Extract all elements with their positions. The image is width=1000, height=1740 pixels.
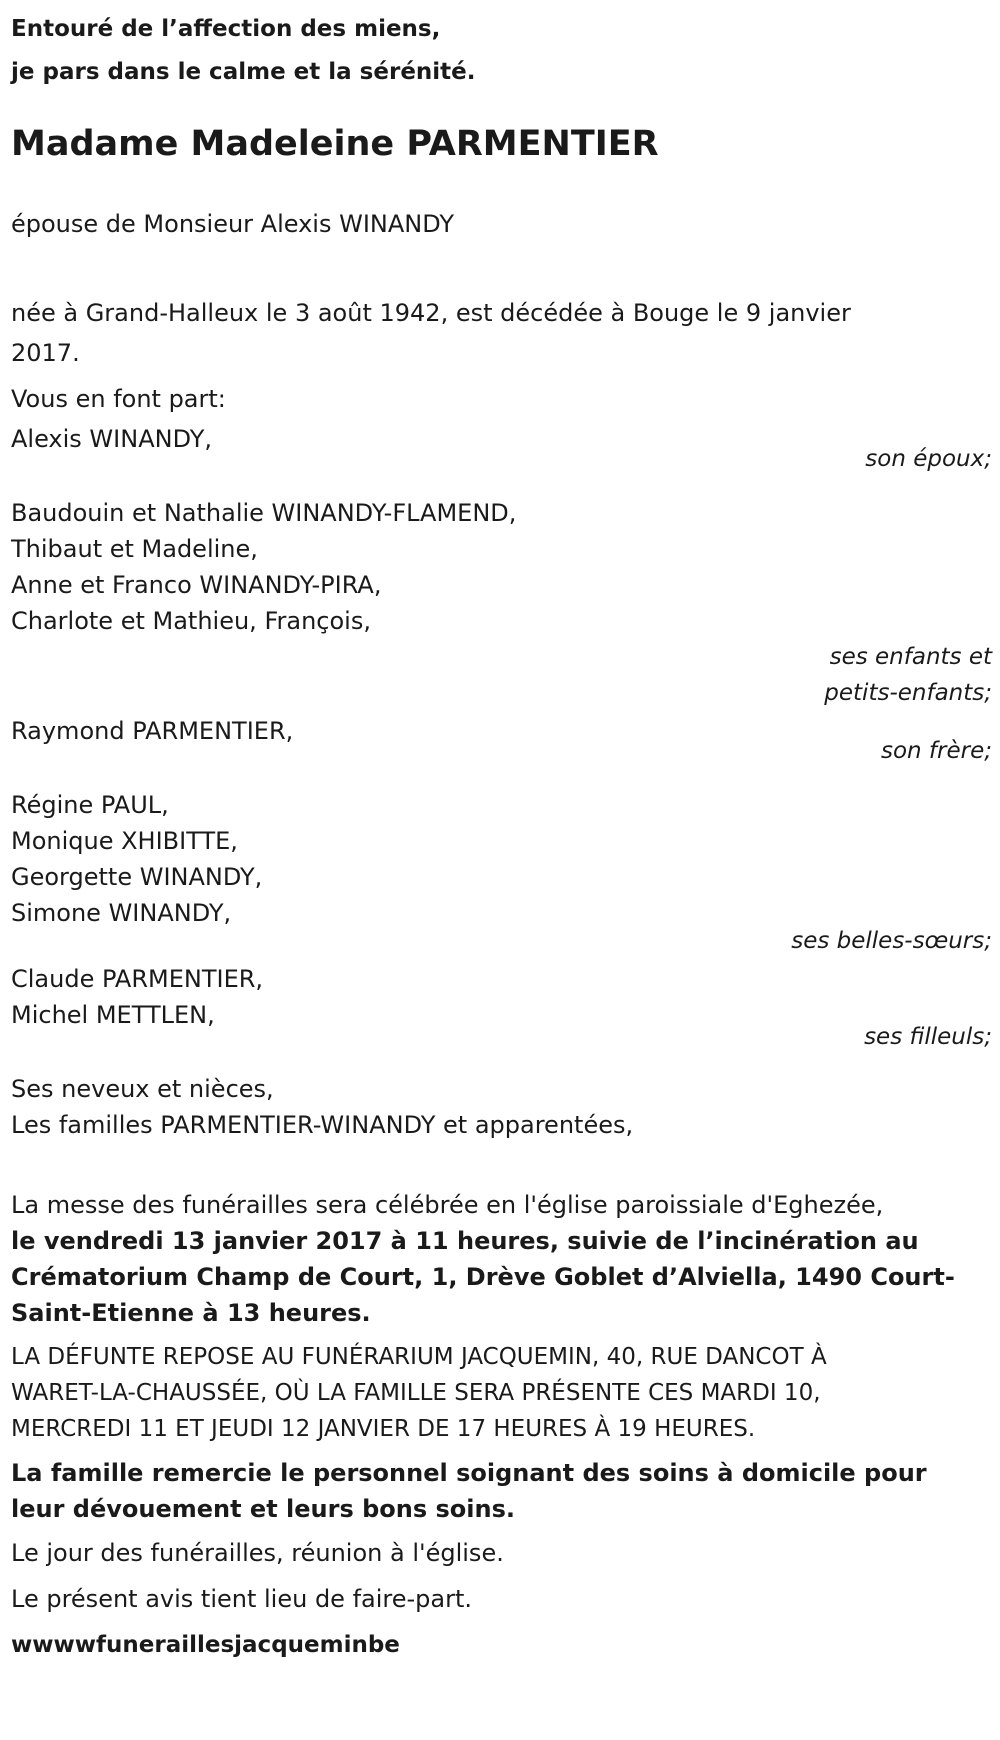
family-name: Claude PARMENTIER, (11, 965, 264, 993)
announce-line: Vous en font part: (11, 385, 226, 413)
family-name: Baudouin et Nathalie WINANDY-FLAMEND, (11, 499, 517, 527)
mass-date-line: Saint-Etienne à 13 heures. (11, 1299, 371, 1327)
birth-death-line-2: 2017. (11, 339, 80, 367)
other-family-line: Les familles PARMENTIER-WINANDY et apparentées, (11, 1111, 634, 1139)
family-name: Charlote et Mathieu, François, (11, 607, 371, 635)
mass-date-line: Crématorium Champ de Court, 1, Drève Goblet d’Alviella, 1490 Court- (11, 1263, 955, 1291)
funerarium-line: LA DÉFUNTE REPOSE AU FUNÉRARIUM JACQUEMIN, 40, RUE DANCOT À (11, 1344, 827, 1370)
family-name: Anne et Franco WINANDY-PIRA, (11, 571, 382, 599)
group-names (11, 787, 991, 931)
mass-line: La messe des funérailles sera célébrée en l'église paroissiale d'Eghezée, (11, 1191, 884, 1219)
group-names (11, 495, 991, 639)
funerarium-notice (11, 1339, 991, 1447)
notice-line: Le présent avis tient lieu de faire-part. (11, 1585, 473, 1613)
family-name: Raymond PARMENTIER, (11, 717, 294, 745)
spouse-line: épouse de Monsieur Alexis WINANDY (11, 210, 455, 238)
thanks-line: La famille remercie le personnel soignant des soins à domicile pour (11, 1459, 927, 1487)
birth-death-line-1: née à Grand-Halleux le 3 août 1942, est décédée à Bouge le 9 janvier (11, 299, 851, 327)
relation-label (11, 639, 992, 711)
relation-line: ses belles-sœurs; (791, 928, 992, 954)
funerarium-line: WARET-LA-CHAUSSÉE, OÙ LA FAMILLE SERA PRÉSENTE CES MARDI 10, (11, 1380, 821, 1406)
family-group-godchildren (11, 961, 991, 1057)
birth-death-text (11, 293, 991, 373)
family-group-sisters-in-law (11, 787, 991, 961)
relation-line: petits-enfants; (824, 680, 992, 706)
intro-line-2: je pars dans le calme et la sérénité. (11, 59, 476, 85)
intro-line-1: Entouré de l’affection des miens, (11, 16, 441, 42)
relation-line: ses filleuls; (864, 1024, 992, 1050)
relation-line: ses enfants et (829, 644, 992, 670)
family-name: Régine PAUL, (11, 791, 169, 819)
family-name: Michel METTLEN, (11, 1001, 215, 1029)
family-name: Georgette WINANDY, (11, 863, 263, 891)
family-name: Simone WINANDY, (11, 899, 232, 927)
reunion-note: Le jour des funérailles, réunion à l'église. (11, 1539, 504, 1567)
mass-date-line: le vendredi 13 janvier 2017 à 11 heures, suivie de l’incinération au (11, 1227, 919, 1255)
family-name: Monique XHIBITTE, (11, 827, 238, 855)
other-family (11, 1071, 991, 1143)
other-family-line: Ses neveux et nièces, (11, 1075, 274, 1103)
family-name: Alexis WINANDY, (11, 425, 213, 453)
thanks-line: leur dévouement et leurs bons soins. (11, 1495, 515, 1523)
family-group-children (11, 495, 991, 711)
relation-line: son frère; (880, 738, 992, 764)
deceased-name: Madame Madeleine PARMENTIER (11, 124, 659, 164)
intro-verse (11, 0, 991, 94)
thanks-note (11, 1455, 991, 1527)
mass-details (11, 1187, 991, 1331)
website-link[interactable]: wwwwfuneraillesjacqueminbe (11, 1632, 400, 1658)
family-group-brother (11, 711, 991, 771)
funerarium-line: MERCREDI 11 ET JEUDI 12 JANVIER DE 17 HEURES À 19 HEURES. (11, 1416, 756, 1442)
relation-line: son époux; (865, 446, 992, 472)
family-group-spouse (11, 419, 991, 479)
obituary-content (11, 0, 991, 1665)
family-name: Thibaut et Madeline, (11, 535, 258, 563)
